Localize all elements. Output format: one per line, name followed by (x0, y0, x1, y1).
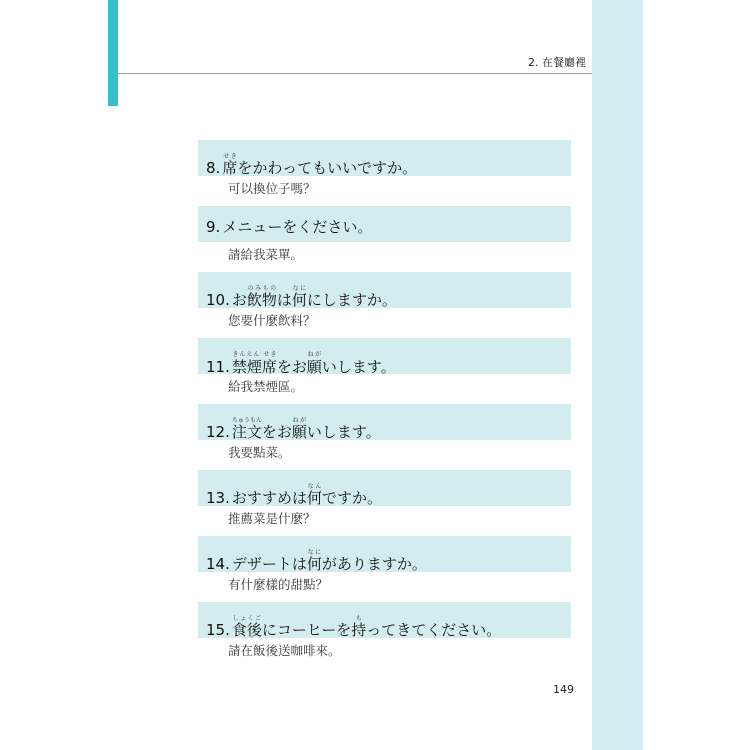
chinese-translation: 有什麼樣的甜點？ (228, 577, 329, 592)
furigana-word: 席せき (222, 153, 238, 177)
chinese-translation: 您要什麼飲料？ (228, 313, 316, 328)
furigana-reading: なに (306, 549, 322, 556)
phrase-text: お (231, 291, 247, 309)
furigana-reading: なに (291, 285, 307, 292)
chinese-translation: 可以換位子嗎？ (228, 181, 316, 196)
japanese-phrase (206, 483, 382, 507)
furigana-reading: きんえん せき (231, 351, 277, 358)
japanese-phrase (206, 417, 381, 441)
furigana-word: 飲物のみもの (246, 285, 277, 309)
furigana-reading: のみもの (246, 285, 277, 292)
accent-bar (108, 0, 118, 106)
phrase-text: デザートは (231, 555, 307, 573)
phrase-number: 8. (206, 159, 221, 177)
chinese-translation: 請在飯後送咖啡來。 (228, 643, 341, 658)
furigana-word: 願ねが (291, 417, 307, 441)
furigana-word: 禁煙席きんえん せき (231, 351, 277, 376)
phrase-text: おすすめは (231, 489, 308, 507)
phrase-text: メニューをください。 (222, 218, 373, 236)
header-rule (118, 73, 592, 74)
furigana-word: 何なに (306, 549, 322, 573)
furigana-word: 何なん (307, 483, 323, 507)
phrase-item (198, 536, 571, 602)
phrase-text: は (276, 291, 292, 309)
phrase-text: いします。 (306, 423, 381, 441)
page-number: 149 (553, 683, 574, 696)
section-title: 2. 在餐廳裡 (528, 56, 586, 69)
japanese-phrase (206, 615, 501, 639)
japanese-phrase (206, 153, 417, 177)
furigana-reading: も (351, 615, 367, 622)
furigana-reading: なん (307, 483, 323, 490)
phrase-item (198, 272, 571, 338)
phrase-text: をお (261, 423, 292, 441)
phrase-text: ってきてください。 (366, 621, 502, 639)
chinese-translation: 推薦菜是什麼？ (228, 511, 316, 526)
phrase-number: 12. (206, 423, 230, 441)
phrase-item (198, 206, 571, 272)
chinese-translation: 請給我菜單。 (228, 247, 304, 262)
phrase-item (198, 470, 571, 536)
phrase-number: 13. (206, 489, 230, 507)
furigana-reading: ねが (306, 351, 322, 358)
side-band (592, 0, 643, 750)
chinese-translation: 我要點菜。 (228, 445, 291, 460)
phrase-list (198, 140, 571, 668)
phrase-text: にコーヒーを (261, 621, 352, 639)
japanese-phrase (206, 549, 427, 573)
phrase-item (198, 602, 571, 668)
furigana-reading: ちゅうもん (231, 417, 262, 424)
phrase-item (198, 338, 571, 404)
phrase-number: 14. (206, 555, 230, 573)
phrase-text: をかわってもいいですか。 (237, 159, 418, 177)
furigana-word: 願ねが (306, 351, 322, 376)
furigana-word: 注文ちゅうもん (231, 417, 262, 441)
japanese-phrase (206, 351, 396, 376)
phrase-item (198, 404, 571, 470)
furigana-word: 何なに (291, 285, 307, 309)
phrase-text: がありますか。 (321, 555, 427, 573)
phrase-text: いします。 (321, 358, 396, 376)
furigana-reading: しょくご (231, 615, 262, 622)
phrase-text: にしますか。 (306, 291, 397, 309)
phrase-number: 11. (206, 358, 230, 376)
furigana-word: 持も (351, 615, 367, 639)
furigana-reading: せき (222, 153, 238, 160)
japanese-phrase (206, 219, 372, 236)
furigana-word: 食後しょくご (231, 615, 262, 639)
phrase-number: 10. (206, 291, 230, 309)
japanese-phrase (206, 285, 397, 309)
phrase-item (198, 140, 571, 206)
phrase-number: 9. (206, 218, 221, 236)
phrase-number: 15. (206, 621, 230, 639)
phrase-text: をお (276, 358, 307, 376)
phrase-text: ですか。 (322, 489, 383, 507)
furigana-reading: ねが (291, 417, 307, 424)
chinese-translation: 給我禁煙區。 (228, 379, 304, 394)
